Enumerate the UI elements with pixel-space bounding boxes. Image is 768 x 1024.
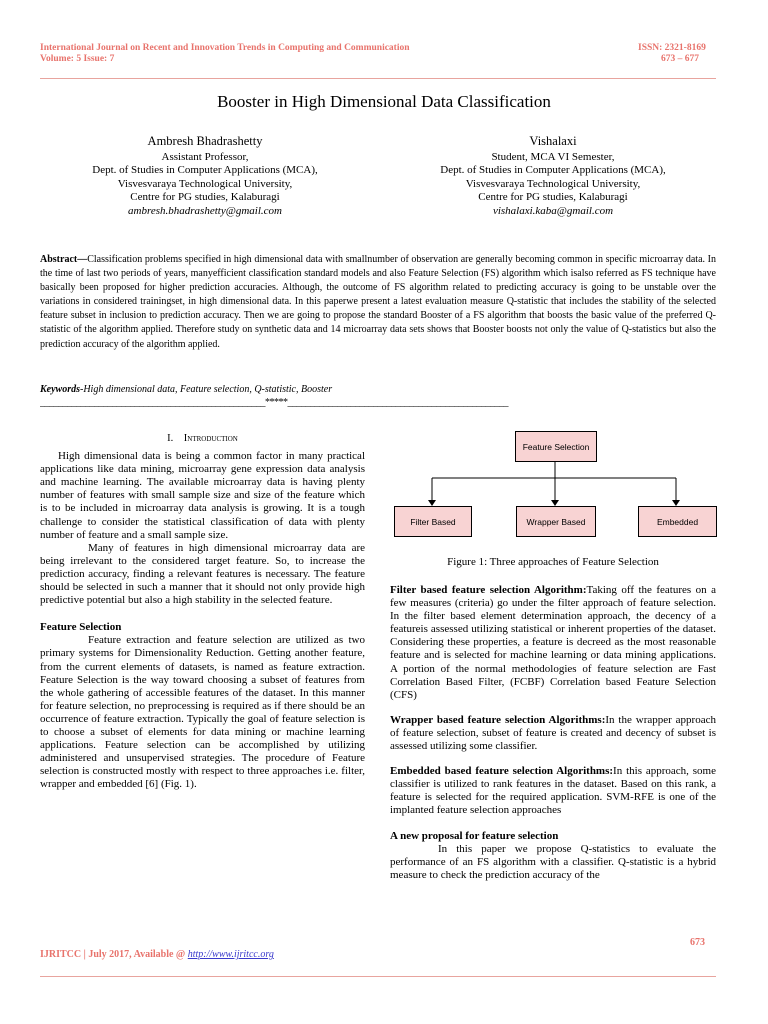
author-centre: Centre for PG studies, Kalaburagi (130, 191, 280, 203)
abstract-text: Classification problems specified in high dimensional data with smallnumber of observation are generally becoming common in specific microarray data. In the time of last two periods of years, manyefficient classification standard models and also Feature Selection (FS) algorithm which isalso referred as FS technique have basically been proposed for higher prediction accuracies. Although, the outcome of FS algorithm related to predicting accuracy is going to be unstable over the variations in considered trainingset, in high dimensional data. In this paperwe present a latest evaluation measure Q-statistic that includes the stability of the selected feature subset in inclusion to prediction accuracy. Then we are going to propose the standard Booster of a FS algorithm that boosts the basic value of the preferred Q-statistic of the algorithm applied. Therefore study on synthetic data and 14 microarray data sets shows that Booster boosts not only the value of Q-statistics but also the prediction accuracy of the algorithm applied. (40, 254, 716, 350)
footer-text: IJRITCC | July 2017, Available @ (40, 949, 188, 960)
author-name: Ambresh Bhadrashetty (147, 134, 263, 148)
wrapper-heading: Wrapper based feature selection Algorithms: (390, 713, 606, 726)
author-university: Visvesvaraya Technological University, (465, 177, 641, 190)
section-separator: __________________________________________________*****_________________________________________________ (40, 397, 508, 408)
abstract (40, 253, 716, 352)
feature-selection-paragraph: Feature extraction and feature selection are utilized as two primary systems for Dimensionality Reduction. Getting another feature, from the current elements of datasets, is named as feature extraction. Feature Selection is the way toward choosing a subset of features from the whole gathering of accessible features of the dataset. In this manner for feature selection, no preprocessing is required as if there should be an occurrence of feature extraction. Typically the goal of feature selection is to choose a subset of elements for data mining or machine learning applications. Feature selection can be accomplished by utilizing administered and unsupervised strategies. The procedure of Feature selection is constructed mostly with respect to three approaches i.e. filter, wrapper and embedded [6] (Fig. 1). (40, 634, 365, 791)
embedded-heading: Embedded based feature selection Algorithms: (390, 765, 614, 778)
abstract-label: Abstract— (40, 254, 88, 265)
left-column (40, 432, 365, 791)
footer-link[interactable]: http://www.ijritcc.org (187, 949, 274, 960)
section-number: I. (167, 433, 174, 444)
paper-title: Booster in High Dimensional Data Classification (217, 92, 551, 111)
volume-issue: Volume: 5 Issue: 7 (40, 54, 115, 64)
intro-paragraph-1: High dimensional data is being a common factor in many practical applications like data mining, microarray gene expression data analysis and machine learning. The available microarray data is having plenty number of features with small sample size and size of the feature which is to be included in microarray data analysis is growing. It is a tough challenge to consider the statistical classification of data with plenty number of feature and a small sample size. (40, 450, 365, 541)
author-1 (50, 135, 360, 218)
figure-node-wrapper-based: Wrapper Based (516, 506, 596, 537)
wrapper-text: In the wrapper approach of feature selection, subset of feature is created and decency of subset is assessed utilizing some classifier. (390, 713, 716, 753)
footer-divider (40, 976, 716, 977)
author-2 (398, 135, 708, 218)
right-column (390, 584, 716, 882)
filter-text: Taking off the features on a few measures (criteria) go under the filter approach of feature selection. In the filter based element determination approach, the decency of a featureis assessed utilizing statistical or inherent properties of the dataset. Considering these properties, a feature is decreed as the most reasonable feature and is selected for machine learning or data mining applications. A portion of the normal methodologies of feature selection are Fast Correlation Based Filter, (FCBF) Correlation based Feature Selection (CFS) (390, 584, 716, 701)
proposal-heading: A new proposal for feature selection (390, 829, 559, 842)
figure-node-filter-based: Filter Based (394, 506, 472, 537)
section-title: Introduction (183, 433, 238, 444)
author-dept: Dept. of Studies in Computer Applications (MCA), (92, 164, 318, 176)
author-university: Visvesvaraya Technological University, (117, 177, 293, 190)
proposal-paragraph: In this paper we propose Q-statistics to evaluate the performance of an FS algorithm with a classifier. Q-statistic is a hybrid measure to check the prediction accuracy of the (390, 842, 716, 881)
issn: ISSN: 2321-8169 (638, 43, 706, 53)
author-role: Assistant Professor, (161, 150, 249, 163)
intro-paragraph-2: Many of features in high dimensional microarray data are being irrelevant to the considered target feature. So, to increase the prediction accuracy, finding a relevant features is necessary. The feature should be selected in such a manner that it should not only provide high predictive potential but also a high stability in the selected feature. (40, 541, 365, 607)
header-divider (40, 78, 716, 79)
filter-paragraph (390, 584, 716, 702)
embedded-text: In this approach, some classifier is utilized to rank features in the dataset. Based on this rank, a feature is selected for the required application. SVM-RFE is one of the implanted feature selection approaches (390, 765, 716, 817)
embedded-paragraph (390, 765, 716, 817)
footer (40, 949, 274, 960)
figure-node-feature-selection: Feature Selection (515, 431, 597, 462)
keywords-label: Keywords (40, 384, 80, 395)
author-email: vishalaxi.kaba@gmail.com (492, 204, 614, 217)
filter-heading: Filter based feature selection Algorithm: (390, 584, 587, 596)
page-range: 673 – 677 (661, 54, 699, 64)
wrapper-paragraph (390, 714, 716, 753)
author-centre: Centre for PG studies, Kalaburagi (478, 191, 628, 203)
author-email: ambresh.bhadrashetty@gmail.com (128, 204, 282, 217)
feature-selection-heading: Feature Selection (40, 621, 122, 634)
section-heading (40, 432, 365, 445)
author-role: Student, MCA VI Semester, (491, 150, 615, 163)
journal-name: International Journal on Recent and Innovation Trends in Computing and Communication (40, 43, 410, 53)
keywords-text: -High dimensional data, Feature selection, Q-statistic, Booster (80, 384, 333, 395)
keywords (40, 384, 332, 395)
figure-caption: Figure 1: Three approaches of Feature Selection (447, 556, 659, 568)
author-dept: Dept. of Studies in Computer Applications (MCA), (440, 164, 666, 176)
author-name: Vishalaxi (529, 134, 577, 148)
figure-node-embedded: Embedded (638, 506, 717, 537)
page-number: 673 (690, 937, 705, 948)
